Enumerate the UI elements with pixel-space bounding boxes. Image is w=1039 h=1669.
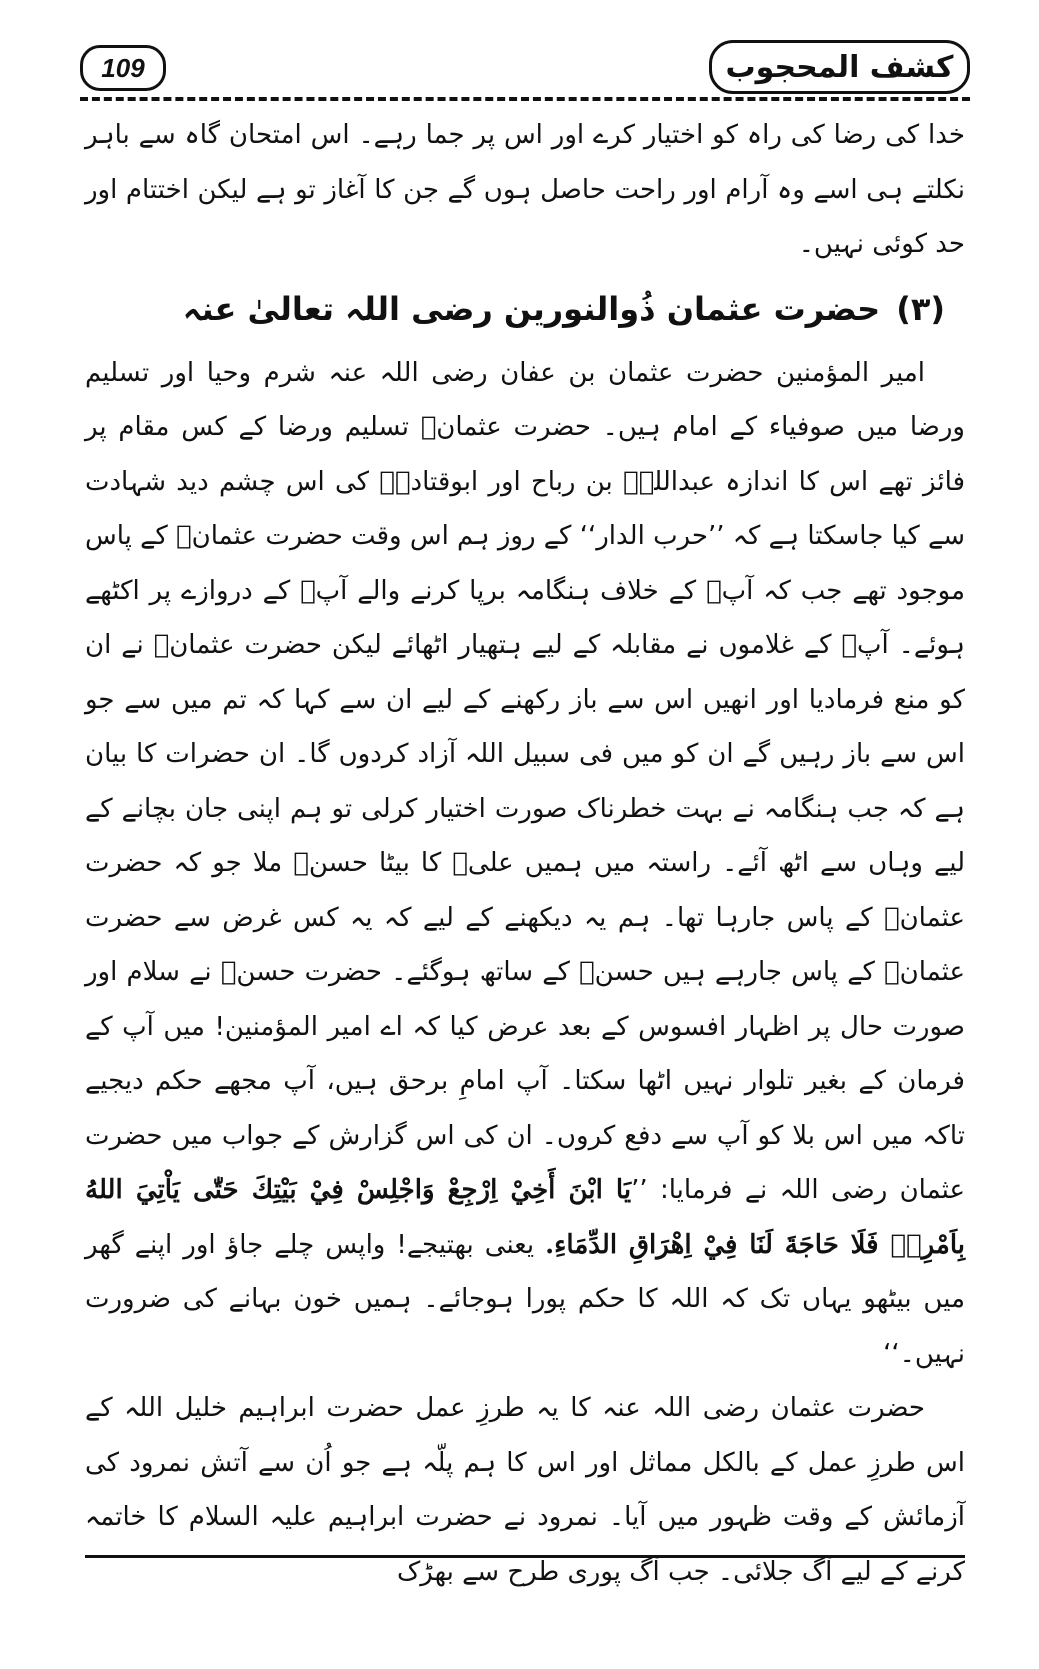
section-title: حضرت عثمان ذُوالنورین رضی اللہ تعالیٰ عنہ [182, 289, 881, 328]
page-header [80, 40, 970, 90]
book-title: كشف المحجوب [709, 40, 970, 94]
header-divider [80, 97, 970, 101]
paragraph-2 [85, 346, 965, 1382]
paragraph-1: خدا کی رضا کی راہ کو اختیار کرے اور اس پر جما رہے۔ اس امتحان گاہ سے باہر نکلتے ہی اسے وہ آرام اور راحت حاصل ہوں گے جن کا آغاز تو ہے لیکن اختتام اور حد کوئی نہیں۔ [85, 120, 965, 259]
paragraph-2-text: امیر المؤمنین حضرت عثمان بن عفان رضی اللہ عنہ شرم وحیا اور تسلیم ورضا میں صوفیاء کے امام ہیں۔ حضرت عثمانؓ تسلیم ورضا کے کس مقام پر فائز تھے اس کا اندازہ عبداللہؓ بن رباح اور ابوقتادہؓ کی اس چشم دید شہادت سے کیا جاسکتا ہے کہ ’’حرب الدار‘‘ کے روز ہم اس وقت حضرت عثمانؓ کے پاس موجود تھے جب کہ آپؓ کے خلاف ہنگامہ برپا کرنے والے آپؓ کے دروازے پر اکٹھے ہوئے۔ آپؓ کے غلاموں نے مقابلہ کے لیے ہتھیار اٹھائے لیکن حضرت عثمانؓ نے ان کو منع فرمادیا اور انھیں اس سے باز رکھنے کے لیے ان سے کہا کہ تم میں سے جو اس سے باز رہیں گے ان کو میں فی سبیل اللہ آزاد کردوں گا۔ ان حضرات کا بیان ہے کہ جب ہنگامہ نے بہت خطرناک صورت اختیار کرلی تو ہم اپنی جان بچانے کے لیے وہاں سے اٹھ آئے۔ راستہ میں ہمیں علیؓ کا بیٹا حسنؓ ملا جو کہ حضرت عثمانؓ کے پاس جارہا تھا۔ ہم یہ دیکھنے کے لیے کہ یہ کس غرض سے حضرت عثمانؓ کے پاس جارہے ہیں حسنؓ کے ساتھ ہوگئے۔ حضرت حسنؓ نے سلام اور صورت حال پر اظہار افسوس کے بعد عرض کیا کہ اے امیر المؤمنین! میں آپ کے فرمان کے بغیر تلوار نہیں اٹھا سکتا۔ آپ امامِ برحق ہیں، آپ مجھے حکم دیجیے تاکہ میں اس بلا کو آپ سے دفع کروں۔ ان کی اس گزارش کے جواب میں حضرت عثمان رضی اللہ نے فرمایا: ’’ [85, 357, 966, 1205]
page-body [85, 108, 965, 1599]
paragraph-2-end: یعنی بھتیجے! واپس چلے جاؤ اور اپنے گھر میں بیٹھو یہاں تک کہ اللہ کا حکم پورا ہوجائے۔ ہمیں خون بہانے کی ضرورت نہیں۔‘‘ [85, 1229, 965, 1369]
footer-divider [85, 1555, 965, 1558]
paragraph-3: حضرت عثمان رضی اللہ عنہ کا یہ طرزِ عمل حضرت ابراہیم خلیل اللہ کے اس طرزِ عمل کے بالکل مماثل اور اس کا ہم پلّہ ہے جو اُن سے آتش نمرود کی آزمائش کے وقت ظہور میں آیا۔ نمرود نے حضرت ابراہیم علیہ السلام کا خاتمہ کرنے کے لیے آگ جلائی۔ جب آگ پوری طرح سے بھڑک [85, 1393, 965, 1587]
section-heading [85, 278, 965, 340]
section-number: (۳) [896, 289, 945, 328]
arabic-quote: يَا ابْنَ أَخِيْ اِرْجِعْ وَاجْلِسْ فِيْ بَيْتِكَ حَتّٰى يَاْتِيَ اللهُ بِاَمْرِهٖ فَلَا حَاجَةَ لَنَا فِيْ اِهْرَاقِ الدِّمَاءِ. [85, 1175, 966, 1260]
page-number: 109 [80, 45, 166, 91]
